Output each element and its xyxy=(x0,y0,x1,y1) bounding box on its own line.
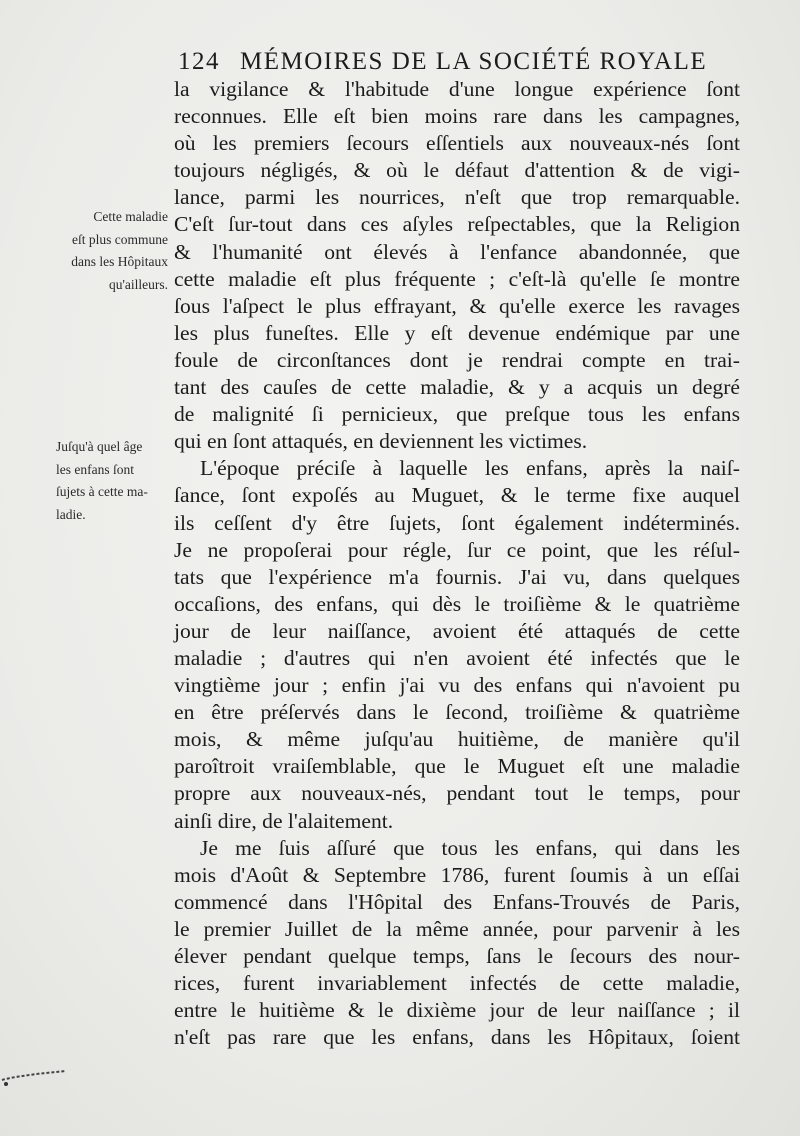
text-line: où les premiers ſecours eſſentiels aux nouveaux-nés ſont xyxy=(174,131,740,156)
margin-note-line: eſt plus commune xyxy=(72,231,168,247)
margin-note-line: Cette maladie xyxy=(93,209,168,224)
text-line: qui en ſont attaqués, en deviennent les victimes. xyxy=(174,429,588,454)
text-line: ſance, ſont expoſés au Muguet, & le terme fixe auquel xyxy=(174,483,740,508)
margin-note-line: ladie. xyxy=(56,506,86,522)
text-line: commencé dans l'Hôpital des Enfans-Trouvés de Paris, xyxy=(174,889,740,914)
text-line: entre le huitième & le dixième jour de leur naiſſance ; il xyxy=(174,998,740,1023)
text-line: L'époque préciſe à laquelle les enfans, après la naiſ- xyxy=(200,456,740,481)
text-line: occaſions, des enfans, qui dès le troiſième & le quatrième xyxy=(174,591,740,616)
text-line: lance, parmi les nourrices, n'eſt que trop remarquable. xyxy=(174,185,740,210)
text-line: vingtième jour ; enfin j'ai vu des enfans qui n'avoient pu xyxy=(174,673,740,698)
text-line: reconnues. Elle eſt bien moins rare dans les campagnes, xyxy=(174,104,740,129)
text-line: mois d'Août & Septembre 1786, furent ſoumis à un eſſai xyxy=(174,862,740,887)
margin-note-line: qu'ailleurs. xyxy=(108,276,168,292)
text-line: maladie ; d'autres qui n'en avoient été infectés que le xyxy=(174,645,740,670)
text-line: jour de leur naiſſance, avoient été attaqués de cette xyxy=(174,618,740,643)
text-line: en être préſervés dans le ſecond, troiſième & quatrième xyxy=(174,700,740,725)
text-line: le premier Juillet de la même année, pour parvenir à les xyxy=(174,916,740,941)
text-line: foule de circonſtances dont je rendrai compte en trai- xyxy=(174,347,740,372)
text-line: les plus funeſtes. Elle y eſt devenue endémique par une xyxy=(174,320,740,345)
text-line: ſous l'aſpect le plus effrayant, & qu'elle exerce les ravages xyxy=(174,293,740,318)
page-number: 124 xyxy=(178,48,220,75)
text-line: cette maladie eſt plus fréquente ; c'eſt-là qu'elle ſe montre xyxy=(174,266,740,291)
ink-smudge xyxy=(0,1062,70,1092)
text-line: de malignité ſi pernicieux, que preſque tous les enfans xyxy=(174,402,740,427)
text-line: C'eſt ſur-tout dans ces aſyles reſpectables, que la Religion xyxy=(174,212,740,237)
text-line: paroîtroit vraiſemblable, que le Muguet eſt une maladie xyxy=(174,754,740,779)
text-line: propre aux nouveaux-nés, pendant tout le temps, pour xyxy=(174,781,740,806)
running-title: MÉMOIRES DE LA SOCIÉTÉ ROYALE xyxy=(240,48,708,75)
text-line: toujours négligés, & où le défaut d'attention & de vigi- xyxy=(174,158,740,183)
margin-note-line: dans les Hôpitaux xyxy=(71,254,168,269)
text-line: élever pendant quelque temps, ſans le ſecours des nour- xyxy=(174,944,740,968)
text-line: ainſi dire, de l'alaitement. xyxy=(174,808,394,833)
text-line: mois, & même juſqu'au huitième, de manière qu'il xyxy=(174,727,740,752)
text-line: n'eſt pas rare que les enfans, dans les Hôpitaux, ſoient xyxy=(174,1025,740,1050)
text-line: rices, furent invariablement infectés de cette maladie, xyxy=(174,971,740,996)
margin-note-line: Juſqu'à quel âge xyxy=(56,439,143,454)
text-line: & l'humanité ont élevés à l'enfance abandonnée, que xyxy=(174,239,740,264)
text-line: tats que l'expérience m'a fournis. J'ai vu, dans quelques xyxy=(174,564,740,589)
text-line: Je ne propoſerai pour régle, ſur ce point, que les réſul- xyxy=(174,537,740,562)
margin-note-1 xyxy=(56,206,168,296)
running-header xyxy=(178,48,738,76)
text-line: tant des cauſes de cette maladie, & y a acquis un degré xyxy=(174,375,740,400)
text-line: Je me ſuis aſſuré que tous les enfans, qui dans les xyxy=(200,835,740,860)
text-line: la vigilance & l'habitude d'une longue expérience ſont xyxy=(174,77,740,101)
margin-note-line: les enfans ſont xyxy=(56,461,134,477)
body-text xyxy=(174,76,740,1051)
margin-note-line: ſujets à cette ma- xyxy=(56,484,148,499)
text-line: ils ceſſent d'y être ſujets, ſont également indéterminés. xyxy=(174,510,740,535)
margin-note-2 xyxy=(56,436,168,526)
